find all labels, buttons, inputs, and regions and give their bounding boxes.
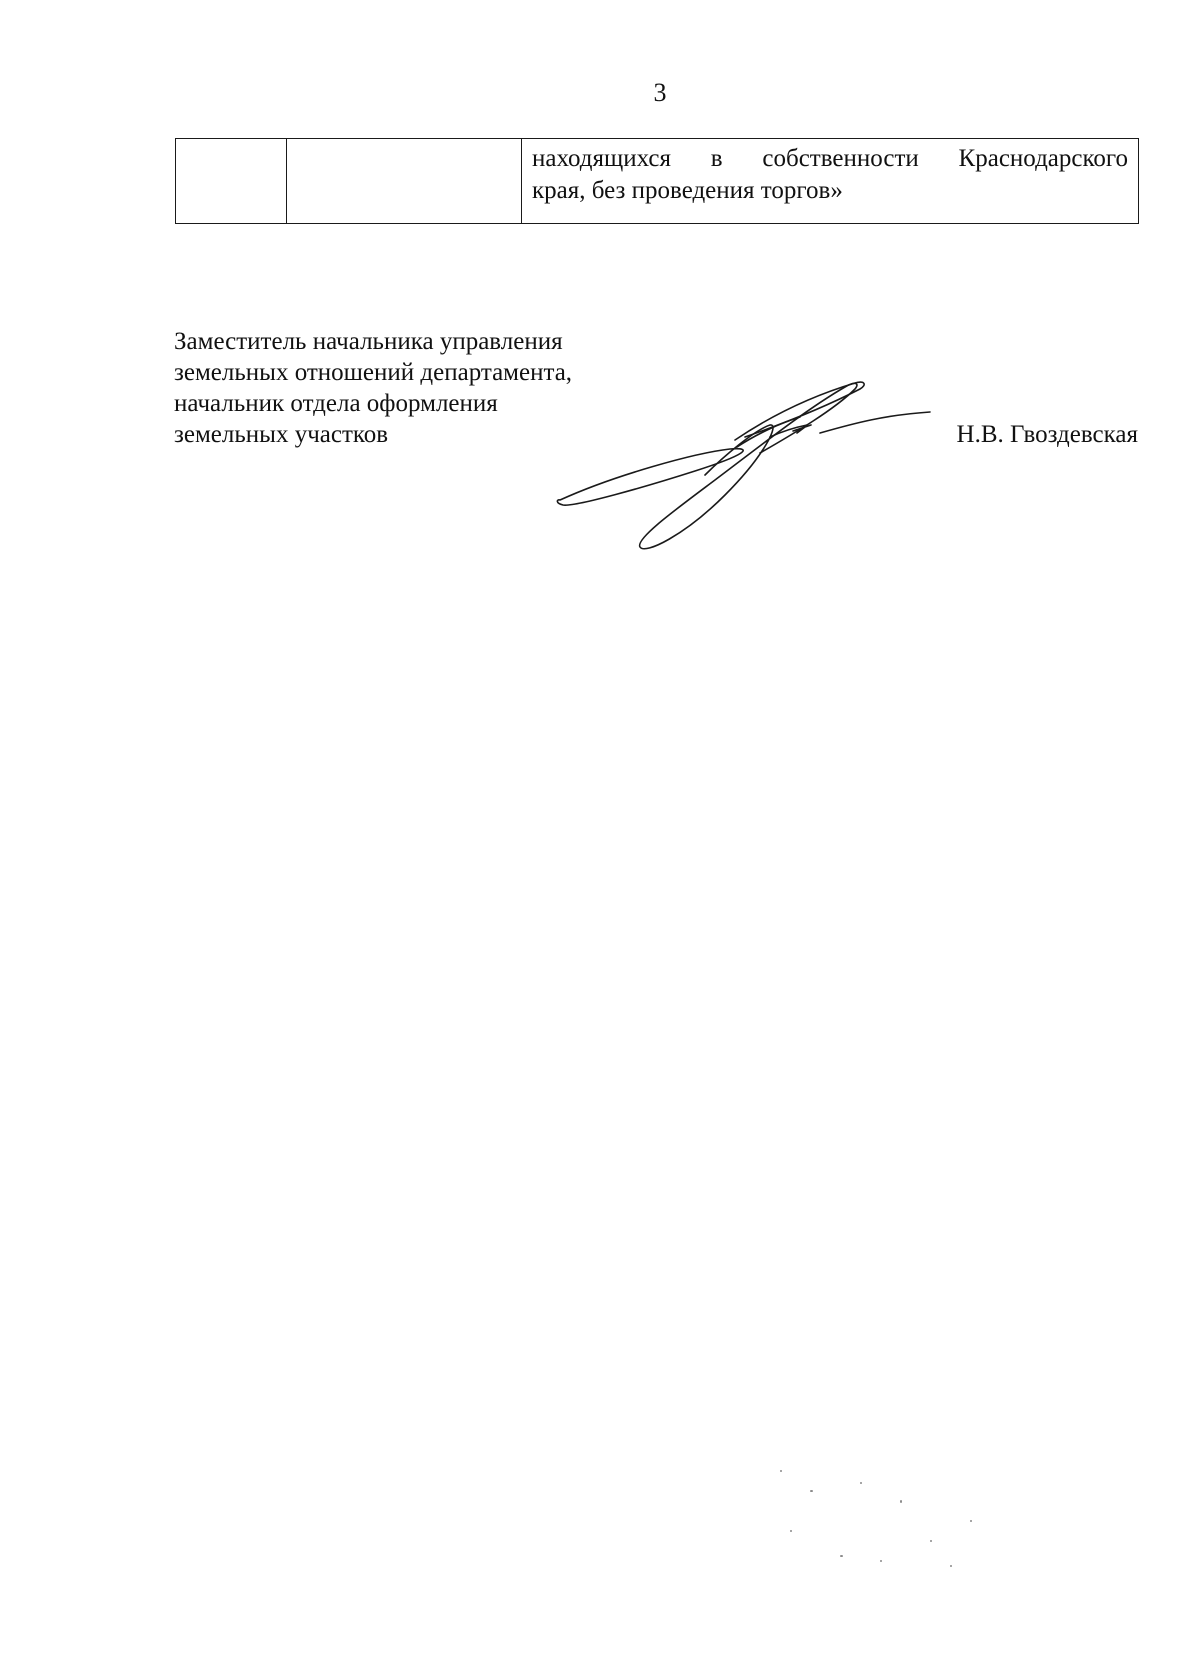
handwritten-signature [555,375,940,560]
signatory-position [174,326,572,450]
faint-stamp-residue [770,1460,1010,1580]
table-row [176,139,1139,224]
position-line: земельных участков [174,421,389,448]
position-line: начальник отдела оформления [174,390,498,417]
page-number: 3 [653,78,667,107]
signer-name: Н.В. Гвоздевская [956,421,1138,448]
cell-text-line: края, без проведения торгов» [532,177,843,204]
cell-text-line: находящихся в собственности Краснодарского [532,145,1128,172]
table-cell-number [176,139,287,224]
position-line: земельных отношений департамента, [174,359,573,386]
table-cell-description [522,139,1139,224]
position-line: Заместитель начальника управления [174,328,563,355]
table-cell-name [287,139,522,224]
continuation-table [175,138,1139,224]
